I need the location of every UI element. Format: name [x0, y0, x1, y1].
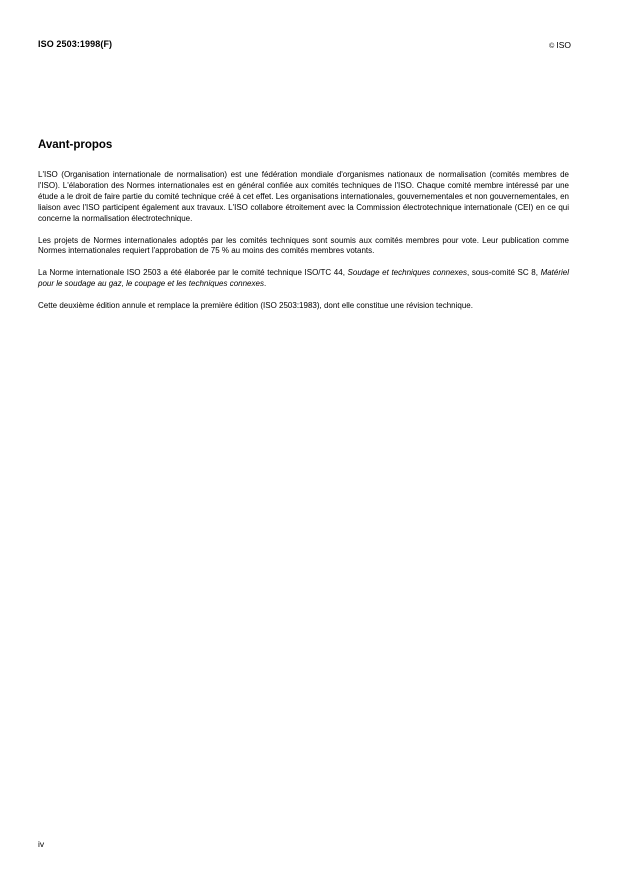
paragraph-committee-italic-1: Soudage et techniques connexes [347, 268, 467, 278]
document-id: ISO 2503:1998(F) [38, 39, 113, 49]
section-title: Avant-propos [38, 139, 113, 151]
paragraph-committee-italic-2: Matériel pour le soudage au gaz, le coupage et les techniques connexes [38, 268, 570, 289]
paragraph-committee-text-1: La Norme internationale ISO 2503 a été élaborée par le comité technique ISO/TC 44, [38, 268, 348, 278]
paragraph-committee-text-2: , sous-comité SC 8, [467, 268, 541, 278]
paragraph-draft-standards: Les projets de Normes internationales adoptés par les comités techniques sont soumis aux comités membres pour vote. Leur publication comme Normes internationales requiert l'approbation de 75 % au moins des comités membres votants. [38, 235, 569, 256]
paragraph-committee [38, 268, 569, 290]
copyright-notice [549, 40, 571, 50]
copyright-symbol: © [549, 43, 555, 50]
foreword-body [38, 170, 569, 323]
paragraph-committee-text-3: . [263, 279, 267, 289]
copyright-holder: ISO [556, 40, 571, 50]
paragraph-iso-organisation: L'ISO (Organisation internationale de normalisation) est une fédération mondiale d'organismes nationaux de normalisation (comités membres de l'ISO). L'élaboration des Normes internationales est en général confiée aux comités techniques de l'ISO. Chaque comité membre intéressé par une étude a le droit de faire partie du comité technique créé à cet effet. Les organisations internationales, gouvernementales et non gouvernementales, en liaison avec l'ISO participent également aux travaux. L'ISO collabore étroitement avec la Commission électrotechnique internationale (CEI) en ce qui concerne la normalisation électrotechnique. [38, 170, 569, 223]
paragraph-edition: Cette deuxième édition annule et remplace la première édition (ISO 2503:1983), dont elle constitue une révision technique. [38, 301, 473, 311]
page-number: iv [38, 839, 45, 849]
